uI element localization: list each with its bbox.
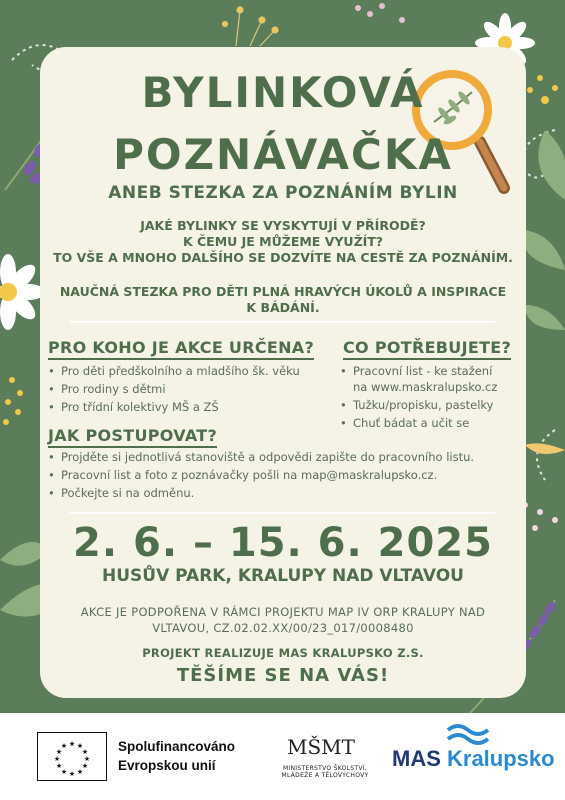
how-to-list (48, 449, 518, 503)
svg-text:MŠMT: MŠMT (287, 735, 355, 759)
list-item: • Pro děti předškolního a mladšího šk. věku (48, 363, 318, 379)
svg-text:★: ★ (81, 748, 89, 756)
msmt-logo-icon (287, 730, 355, 764)
divider (70, 321, 495, 323)
for-whom-heading: PRO KOHO JE AKCE URČENA? (48, 338, 314, 357)
svg-text:★: ★ (60, 768, 68, 776)
divider (70, 512, 495, 514)
nature-trail-block (40, 284, 526, 316)
nature-trail-line: K BÁDÁNÍ. (246, 300, 320, 315)
questions-block (40, 218, 526, 266)
closing-text: TĚŠÍME SE NA VÁS! (176, 665, 390, 686)
what-needed-list (340, 363, 520, 433)
realized-by: PROJEKT REALIZUJE MAS KRALUPSKO Z.S. (142, 646, 424, 660)
mas-kralupsko-logo: MAS Kralupsko (392, 746, 555, 771)
list-item: • Pracovní list a foto z poznávačky pošli na map@maskralupsko.cz. (48, 467, 518, 483)
msmt-ministry-text: MINISTERSTVO ŠKOLSTVÍ, MLÁDEŽE A TĚLOVÝCHOVY (281, 765, 369, 779)
svg-text:★: ★ (55, 748, 63, 756)
svg-text:★: ★ (76, 768, 84, 776)
svg-text:★: ★ (81, 762, 89, 770)
list-item: • Tužku/propisku, pastelky (340, 397, 520, 413)
mas-wave-icon (446, 722, 496, 746)
svg-text:★: ★ (55, 762, 63, 770)
svg-text:★: ★ (60, 742, 68, 750)
list-item: • Chuť bádat a učit se (340, 415, 520, 431)
subtitle: ANEB STEZKA ZA POZNÁNÍM BYLIN (108, 183, 458, 203)
list-item: • Pro rodiny s dětmi (48, 381, 318, 397)
list-item: • Pracovní list - ke stažení na www.maskralupsko.cz (340, 363, 520, 395)
title-line-2: POZNÁVAČKA (113, 130, 453, 179)
event-place: HUSŮV PARK, KRALUPY NAD VLTAVOU (102, 566, 464, 586)
event-date: 2. 6. – 15. 6. 2025 (73, 520, 493, 566)
for-whom-list (48, 363, 318, 417)
nature-trail-line: NAUČNÁ STEZKA PRO DĚTI PLNÁ HRAVÝCH ÚKOLŮ A INSPIRACE (59, 284, 507, 299)
title-line-1: BYLINKOVÁ (141, 68, 425, 117)
download-url[interactable]: na www.maskralupsko.cz (353, 380, 498, 394)
question-line: K ČEMU JE MŮŽEME VYUŽÍT? (182, 234, 384, 249)
svg-text:★: ★ (53, 755, 61, 763)
eu-cofunding-text: Spolufinancováno Evropskou unií (118, 739, 236, 773)
support-note: AKCE JE PODPOŘENA V RÁMCI PROJEKTU MAP IV ORP KRALUPY NAD VLTAVOU, CZ.02.02.XX/00/23_017/0008480 (80, 605, 486, 635)
svg-text:★: ★ (68, 740, 76, 748)
svg-text:★: ★ (76, 742, 84, 750)
question-line: JAKÉ BYLINKY SE VYSKYTUJÍ V PŘÍRODĚ? (140, 218, 426, 233)
list-item: • Pro třídní kolektivy MŠ a ZŠ (48, 399, 318, 415)
question-line: TO VŠE A MNOHO DALŠÍHO SE DOZVÍTE NA CESTĚ ZA POZNÁNÍM. (53, 250, 513, 265)
how-to-heading: JAK POSTUPOVAT? (48, 426, 217, 445)
svg-text:★: ★ (83, 755, 91, 763)
svg-text:★: ★ (68, 770, 76, 778)
what-needed-heading: CO POTŘEBUJETE? (343, 338, 511, 357)
list-item: • Počkejte si na odměnu. (48, 485, 518, 501)
list-item: • Projděte si jednotlivá stanoviště a odpovědi zapište do pracovního listu. (48, 449, 518, 465)
eu-flag-icon (37, 732, 107, 781)
